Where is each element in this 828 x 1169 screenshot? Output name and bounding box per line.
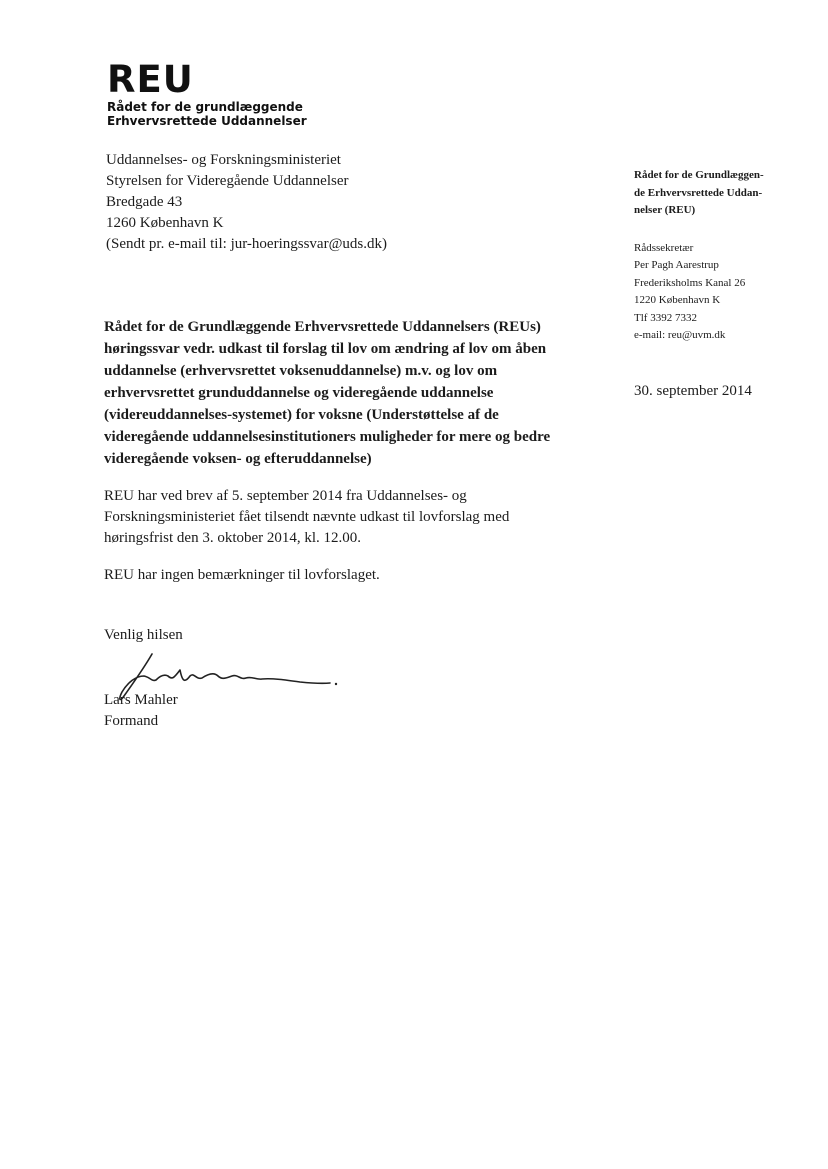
signer-name: Lars Mahler	[104, 692, 178, 708]
body-paragraph: REU har ingen bemærkninger til lovforslaget.	[104, 567, 380, 583]
signer-block	[104, 690, 178, 732]
body-paragraph: REU har ved brev af 5. september 2014 fra Uddannelses- og Forskningsministeriet fået tilsendt nævnte udkast til lovforslag med høringsfrist den 3. oktober 2014, kl. 12.00.	[104, 488, 510, 546]
sender-city: 1220 København K	[634, 294, 721, 306]
letter-date: 30. september 2014	[634, 383, 752, 399]
logo-subtitle-line: Rådet for de grundlæggende	[107, 100, 303, 114]
recipient-line: 1260 København K	[106, 215, 224, 231]
sender-email: e-mail: reu@uvm.dk	[634, 329, 726, 341]
logo-wordmark: REU	[107, 58, 194, 101]
recipient-line: Bredgade 43	[106, 194, 183, 210]
recipient-line: Uddannelses- og Forskningsministeriet	[106, 152, 341, 168]
sender-org-line: de Erhvervsrettede Uddan-	[634, 186, 763, 199]
recipient-address	[106, 150, 387, 255]
recipient-line: (Sendt pr. e-mail til: jur-hoeringssvar@uds.dk)	[106, 236, 387, 252]
logo-subtitle-line: Erhvervsrettede Uddannelser	[107, 114, 307, 128]
letter-subject: Rådet for de Grundlæggende Erhvervsrettede Uddannelsers (REUs) høringssvar vedr. udkast til forslag til lov om ændring af lov om åben uddannelse (erhvervsrettet voksenuddannelse) m.v. og lov om erhvervsrettet grunduddannelse og videregående uddannelse (videreuddannelses-systemet) for voksne (Understøttelse af de videregående uddannelsesinstitutioners muligheder for mere og bedre videregående voksen- og efteruddannelse)	[104, 319, 551, 467]
closing-greeting: Venlig hilsen	[104, 627, 183, 643]
signer-title: Formand	[104, 713, 159, 729]
logo-subtitle	[107, 100, 307, 128]
sender-title: Rådssekretær	[634, 241, 694, 254]
sender-phone: Tlf 3392 7332	[634, 311, 697, 324]
sender-name: Per Pagh Aarestrup	[634, 259, 719, 271]
sender-block	[634, 167, 814, 345]
sender-org-line: nelser (REU)	[634, 204, 696, 216]
sender-street: Frederiksholms Kanal 26	[634, 276, 746, 289]
recipient-line: Styrelsen for Videregående Uddannelser	[106, 173, 349, 189]
sender-org-line: Rådet for de Grundlæggen-	[634, 169, 764, 181]
sender-organization	[634, 167, 814, 220]
